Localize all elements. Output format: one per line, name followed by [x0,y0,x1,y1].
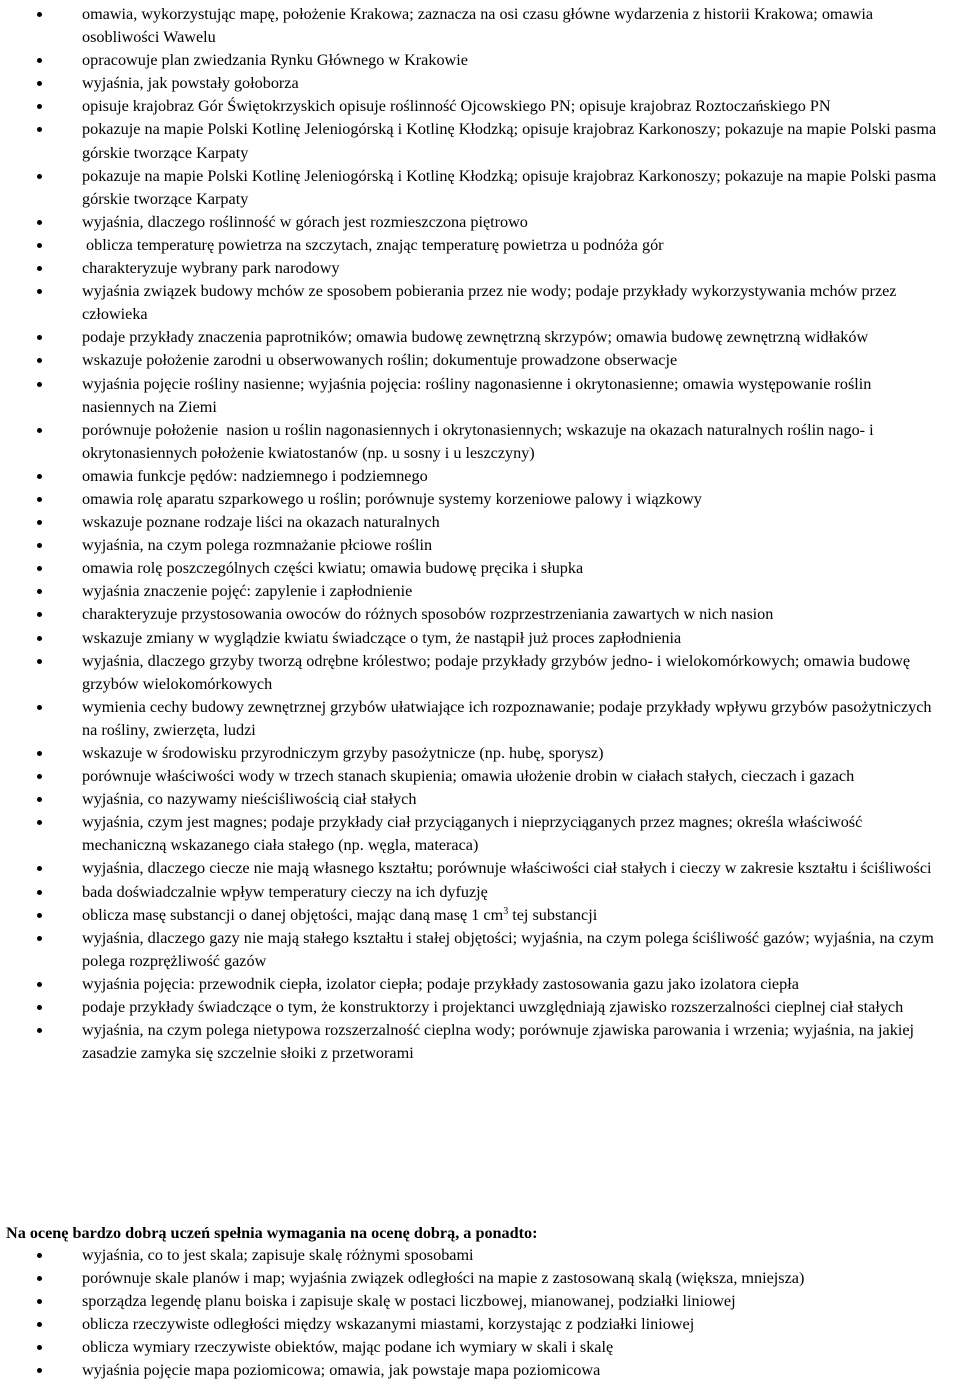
list-item [0,3,946,49]
bullet-icon [37,335,42,340]
list-item [0,211,946,234]
list-item [0,996,946,1019]
bullet-icon [37,12,42,17]
item-text: porównuje właściwości wody w trzech stanach skupienia; omawia ułożenie drobin w ciałach stałych, cieczach i gazach [82,767,855,786]
item-text: sporządza legendę planu boiska i zapisuje skalę w postaci liczbowej, mianowanej, podziałki liniowej [82,1292,736,1311]
bullet-icon [37,474,42,479]
item-text: omawia rolę aparatu szparkowego u roślin; porównuje systemy korzeniowe palowy i wiązkowy [82,489,702,508]
list-item [0,49,946,72]
grade-heading: Na ocenę bardzo dobrą uczeń spełnia wymagania na ocenę dobrą, a ponadto: [6,1224,538,1242]
list-item [0,881,946,904]
bullet-icon [37,866,42,871]
bullet-icon [37,220,42,225]
bullet-icon [37,612,42,617]
item-text: oblicza rzeczywiste odległości między wskazanymi miastami, korzystając z podziałki liniowej [82,1315,695,1334]
list-item [0,557,946,580]
list-item [0,165,946,211]
list-item [0,973,946,996]
list-item [0,765,946,788]
bullet-icon [37,58,42,63]
item-text: wyjaśnia, co to jest skala; zapisuje skalę różnymi sposobami [82,1246,474,1264]
bullet-icon [37,382,42,387]
list-item [0,742,946,765]
list-item [0,857,946,880]
item-text: charakteryzuje przystosowania owoców do różnych sposobów rozprzestrzeniania zawartych w nich nasion [82,605,774,624]
item-text: podaje przykłady znaczenia paprotników; omawia budowę zewnętrzną skrzypów; omawia budowę zewnętrzną widłaków [82,328,869,347]
bullet-icon [37,428,42,433]
list-item [0,349,946,372]
bullet-icon [37,81,42,86]
list-item [0,280,946,326]
list-item [0,419,946,465]
list-item [0,788,946,811]
item-text: wyjaśnia, jak powstały gołoborza [82,74,299,93]
item-text: opisuje krajobraz Gór Świętokrzyskich opisuje roślinność Ojcowskiego PN; opisuje krajobraz Roztoczańskiego PN [82,97,831,116]
bullet-icon [37,797,42,802]
superscript: 3 [503,905,509,917]
item-text: bada doświadczalnie wpływ temperatury cieczy na ich dyfuzję [82,882,488,901]
bullet-icon [37,127,42,132]
list-item [0,696,946,742]
list-item [0,1290,946,1313]
bullet-icon [37,751,42,756]
bullet-icon [37,936,42,941]
item-text: charakteryzuje wybrany park narodowy [82,259,340,278]
item-text: oblicza temperaturę powietrza na szczytach, znając temperaturę powietrza u podnóża gór [82,235,664,254]
bullet-icon [37,705,42,710]
bullet-icon [37,566,42,571]
item-text: wskazuje poznane rodzaje liści na okazach naturalnych [82,513,440,532]
item-text: porównuje położenie nasion u roślin nagonasiennych i okrytonasiennych; wskazuje na okazach naturalnych roślin nago- i okrytonasiennych położenie kwiatostanów (np. u sosny i u leszczyny) [82,420,878,462]
item-text: wyjaśnia pojęcie rośliny nasienne; wyjaśnia pojęcia: rośliny nagonasienne i okrytonasienne; omawia występowanie roślin nasiennych na Ziemi [82,374,876,416]
list-item [0,627,946,650]
list-item [0,811,946,857]
bullet-icon [37,1028,42,1033]
item-text: wyjaśnia pojęcie mapa poziomicowa; omawia, jak powstaje mapa poziomicowa [82,1361,601,1380]
item-text: wyjaśnia pojęcia: przewodnik ciepła, izolator ciepła; podaje przykłady zastosowania gazu jako izolatora ciepła [82,974,799,993]
list-item [0,650,946,696]
item-text: omawia funkcje pędów: nadziemnego i podziemnego [82,466,428,485]
list-item [0,72,946,95]
list-item [0,326,946,349]
list-item [0,927,946,973]
bullet-icon [37,243,42,248]
list-item [0,511,946,534]
bullet-icon [37,1299,42,1304]
item-text: oblicza masę substancji o danej objętości, mając daną masę 1 cm [82,905,504,924]
list-item [0,603,946,626]
bullet-icon [37,358,42,363]
item-text: wskazuje położenie zarodni u obserwowanych roślin; dokumentuje prowadzone obserwacje [82,351,678,370]
item-text: pokazuje na mapie Polski Kotlinę Jeleniogórską i Kotlinę Kłodzką; opisuje krajobraz Karkonoszy; pokazuje na mapie Polski pasma górskie tworzące Karpaty [82,166,941,208]
item-text: wymienia cechy budowy zewnętrznej grzybów ułatwiające ich rozpoznawanie; podaje przykłady wpływu grzybów pasożytniczych na rośliny, zwierzęta, ludzi [82,697,936,739]
item-text: wskazuje w środowisku przyrodniczym grzyby pasożytnicze (np. hubę, sporysz) [82,744,604,762]
bullet-icon [37,774,42,779]
list-item [0,95,946,118]
item-text: wyjaśnia, dlaczego ciecze nie mają własnego kształtu; porównuje właściwości ciał stałych i cieczy w zakresie kształtu i ściśliwości [82,859,932,878]
list-item [0,1313,946,1336]
list-item [0,1336,946,1359]
bullet-icon [37,1368,42,1373]
item-text: omawia rolę poszczególnych części kwiatu; omawia budowę pręcika i słupka [82,559,584,578]
list-item [0,373,946,419]
list-item [0,904,946,927]
bullet-icon [37,289,42,294]
item-text: pokazuje na mapie Polski Kotlinę Jeleniogórską i Kotlinę Kłodzką; opisuje krajobraz Karkonoszy; pokazuje na mapie Polski pasma górskie tworzące Karpaty [82,120,941,162]
item-text: wyjaśnia, dlaczego gazy nie mają stałego kształtu i stałej objętości; wyjaśnia, na czym polega ściśliwość gazów; wyjaśnia, na czym polega rozprężliwość gazów [82,928,938,970]
bullet-icon [37,266,42,271]
list-item [0,1267,946,1290]
bullet-icon [37,497,42,502]
item-text: wskazuje zmiany w wyglądzie kwiatu świadczące o tym, że nastąpił już proces zapłodnienia [82,628,682,647]
item-text: wyjaśnia, dlaczego roślinność w górach jest rozmieszczona piętrowo [82,212,528,231]
bullet-icon [37,104,42,109]
list-item [0,534,946,557]
list-item [0,1244,946,1267]
bullet-icon [37,913,42,918]
bullet-icon [37,1322,42,1327]
item-text-after: tej substancji [508,905,598,924]
list-item [0,257,946,280]
bullet-icon [37,659,42,664]
item-text: oblicza wymiary rzeczywiste obiektów, mając podane ich wymiary w skali i skalę [82,1338,614,1357]
item-text: porównuje skale planów i map; wyjaśnia związek odległości na mapie z zastosowaną skalą (większa, mniejsza) [82,1269,805,1288]
bullet-icon [37,1005,42,1010]
list-item [0,465,946,488]
bullet-icon [37,820,42,825]
bullet-icon [37,543,42,548]
list-item [0,580,946,603]
item-text: wyjaśnia, czym jest magnes; podaje przykłady ciał przyciąganych i nieprzyciąganych przez magnes; określa właściwość mechaniczną wskazanego ciała stałego (np. węgla, materaca) [82,813,867,855]
bullet-icon [37,890,42,895]
requirements-list-bottom [0,1244,946,1383]
list-item [0,488,946,511]
list-item [0,1019,946,1065]
bullet-icon [37,589,42,594]
item-text: podaje przykłady świadczące o tym, że konstruktorzy i projektanci uwzględniają zjawisko rozszerzalności cieplnej ciał stałych [82,998,904,1017]
bullet-icon [37,174,42,179]
item-text: wyjaśnia, na czym polega nietypowa rozszerzalność cieplna wody; porównuje zjawiska parowania i wrzenia; wyjaśnia, na jakiej zasadzie zamyka się szczelnie słoiki z przetworami [82,1021,919,1063]
item-text: opracowuje plan zwiedzania Rynku Głównego w Krakowie [82,51,468,70]
bullet-icon [37,1253,42,1258]
bullet-icon [37,636,42,641]
item-text: wyjaśnia, dlaczego grzyby tworzą odrębne królestwo; podaje przykłady grzybów jedno- i wielokomórkowych; omawia budowę grzybów wielokomórkowych [82,651,915,693]
bullet-icon [37,1345,42,1350]
bullet-icon [37,982,42,987]
bullet-icon [37,1276,42,1281]
item-text: wyjaśnia związek budowy mchów ze sposobem pobierania przez nie wody; podaje przykłady wykorzystywania mchów przez człowieka [82,282,901,324]
item-text: omawia, wykorzystując mapę, położenie Krakowa; zaznacza na osi czasu główne wydarzenia z historii Krakowa; omawia osobliwości Wawelu [82,5,878,47]
item-text: wyjaśnia, co nazywamy nieściśliwością ciał stałych [82,790,417,809]
list-item [0,1359,946,1382]
list-item [0,118,946,164]
list-item [0,234,946,257]
bullet-icon [37,520,42,525]
requirements-list-top [0,3,946,1065]
item-text: wyjaśnia znaczenie pojęć: zapylenie i zapłodnienie [82,582,413,601]
item-text: wyjaśnia, na czym polega rozmnażanie płciowe roślin [82,536,433,555]
